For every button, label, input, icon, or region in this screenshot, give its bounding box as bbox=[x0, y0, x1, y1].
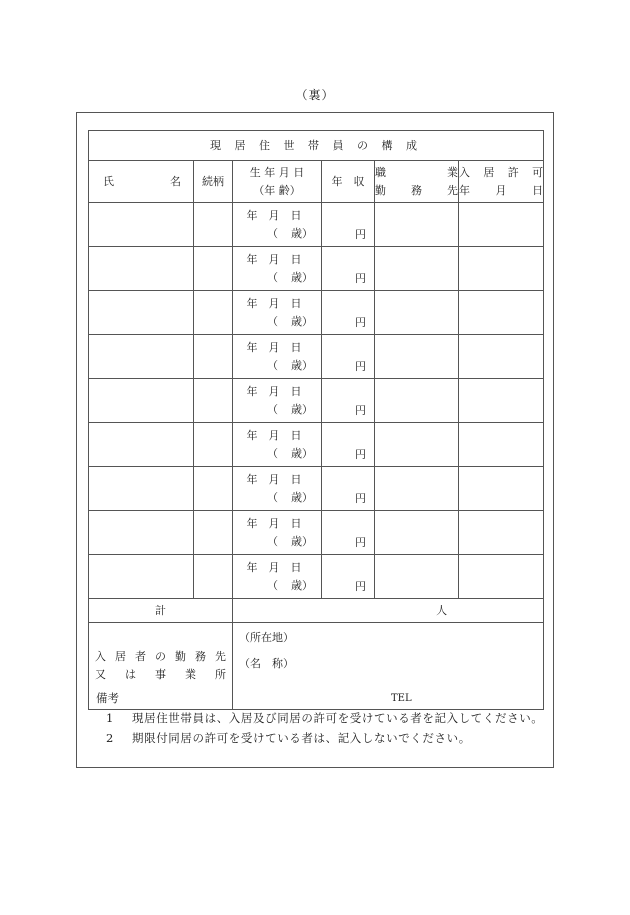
row-income-unit: 円 bbox=[355, 360, 366, 374]
row-income-cell[interactable] bbox=[322, 511, 375, 555]
row-dob-date: 年 月 日 bbox=[246, 252, 302, 266]
row-dob-cell[interactable] bbox=[233, 555, 322, 599]
row-permit-cell[interactable] bbox=[459, 379, 544, 423]
row-permit-cell[interactable] bbox=[459, 511, 544, 555]
header-permit-2c: 日 bbox=[532, 183, 544, 197]
row-dob-date: 年 月 日 bbox=[246, 516, 302, 530]
row-age-close: 歳） bbox=[291, 578, 313, 592]
header-job-1b: 業 bbox=[447, 165, 458, 179]
workplace-label-char: 先 bbox=[215, 650, 226, 664]
header-permit bbox=[459, 161, 544, 203]
row-income-unit: 円 bbox=[355, 404, 366, 418]
row-permit-cell[interactable] bbox=[459, 247, 544, 291]
table-row bbox=[89, 379, 544, 423]
row-age-open: （ bbox=[267, 314, 278, 328]
header-income: 年 収 bbox=[322, 161, 375, 203]
header-dob bbox=[233, 161, 322, 203]
header-name bbox=[89, 161, 194, 203]
row-permit-cell[interactable] bbox=[459, 423, 544, 467]
row-relation-cell[interactable] bbox=[194, 467, 233, 511]
row-income-unit: 円 bbox=[355, 492, 366, 506]
table-row bbox=[89, 247, 544, 291]
header-permit-2a: 年 bbox=[459, 183, 470, 197]
row-dob-date: 年 月 日 bbox=[246, 428, 302, 442]
row-job-cell[interactable] bbox=[375, 247, 459, 291]
workplace-label-char: の bbox=[155, 650, 166, 664]
row-income-unit: 円 bbox=[355, 272, 366, 286]
row-income-unit: 円 bbox=[355, 536, 366, 550]
row-dob-cell[interactable] bbox=[233, 423, 322, 467]
row-income-cell[interactable] bbox=[322, 203, 375, 247]
row-job-cell[interactable] bbox=[375, 335, 459, 379]
total-value-cell[interactable] bbox=[233, 599, 544, 623]
row-relation-cell[interactable] bbox=[194, 291, 233, 335]
workplace-label-char: は bbox=[125, 668, 136, 681]
workplace-address-label: （所在地） bbox=[239, 631, 294, 644]
row-name-cell[interactable] bbox=[89, 423, 194, 467]
row-dob-cell[interactable] bbox=[233, 291, 322, 335]
note-item bbox=[96, 728, 548, 748]
row-dob-date: 年 月 日 bbox=[246, 472, 302, 486]
row-income-cell[interactable] bbox=[322, 247, 375, 291]
row-dob-date: 年 月 日 bbox=[246, 296, 302, 310]
table-row bbox=[89, 555, 544, 599]
header-job-2b: 務 bbox=[411, 183, 422, 197]
row-relation-cell[interactable] bbox=[194, 335, 233, 379]
total-label: 計 bbox=[89, 599, 233, 623]
row-name-cell[interactable] bbox=[89, 467, 194, 511]
row-income-unit: 円 bbox=[355, 228, 366, 242]
row-age-open: （ bbox=[267, 578, 278, 592]
row-age-open: （ bbox=[267, 270, 278, 284]
row-income-cell[interactable] bbox=[322, 467, 375, 511]
row-permit-cell[interactable] bbox=[459, 555, 544, 599]
row-income-unit: 円 bbox=[355, 316, 366, 330]
row-age-close: 歳） bbox=[291, 534, 313, 548]
row-relation-cell[interactable] bbox=[194, 203, 233, 247]
row-job-cell[interactable] bbox=[375, 291, 459, 335]
header-permit-1a: 入 bbox=[459, 165, 470, 179]
row-income-cell[interactable] bbox=[322, 291, 375, 335]
total-row bbox=[89, 599, 544, 623]
header-permit-1d: 可 bbox=[532, 165, 544, 179]
row-age-open: （ bbox=[267, 490, 278, 504]
workplace-label-char: 勤 bbox=[175, 650, 186, 664]
row-dob-date: 年 月 日 bbox=[246, 560, 302, 574]
row-dob-cell[interactable] bbox=[233, 247, 322, 291]
row-job-cell[interactable] bbox=[375, 423, 459, 467]
row-dob-cell[interactable] bbox=[233, 467, 322, 511]
row-age-open: （ bbox=[267, 358, 278, 372]
note-text: 現居住世帯員は、入居及び同居の許可を受けている者を記入してください。 bbox=[132, 711, 544, 726]
row-dob-cell[interactable] bbox=[233, 379, 322, 423]
workplace-label-char: 務 bbox=[195, 650, 206, 664]
row-name-cell[interactable] bbox=[89, 511, 194, 555]
table-row bbox=[89, 467, 544, 511]
row-age-open: （ bbox=[267, 402, 278, 416]
header-job-2c: 先 bbox=[447, 183, 458, 197]
row-relation-cell[interactable] bbox=[194, 511, 233, 555]
notes bbox=[96, 688, 548, 748]
table-row bbox=[89, 423, 544, 467]
household-table bbox=[88, 130, 544, 710]
workplace-tel-label: TEL bbox=[391, 693, 412, 704]
header-job-2a: 勤 bbox=[375, 183, 386, 197]
header-relation: 続柄 bbox=[194, 161, 233, 203]
table-title-row bbox=[89, 131, 544, 161]
header-name-part2: 名 bbox=[170, 174, 181, 188]
note-number: 1 bbox=[106, 711, 114, 726]
row-relation-cell[interactable] bbox=[194, 247, 233, 291]
row-job-cell[interactable] bbox=[375, 379, 459, 423]
workplace-label-char: 事 bbox=[155, 668, 166, 681]
row-age-close: 歳） bbox=[291, 270, 313, 284]
row-dob-cell[interactable] bbox=[233, 335, 322, 379]
workplace-label-char: 業 bbox=[185, 668, 196, 681]
notes-heading: 備考 bbox=[96, 691, 119, 705]
row-age-open: （ bbox=[267, 226, 278, 240]
row-relation-cell[interactable] bbox=[194, 379, 233, 423]
header-name-part1: 氏 bbox=[103, 174, 114, 188]
row-relation-cell[interactable] bbox=[194, 555, 233, 599]
row-name-cell[interactable] bbox=[89, 291, 194, 335]
row-permit-cell[interactable] bbox=[459, 203, 544, 247]
row-dob-date: 年 月 日 bbox=[246, 208, 302, 222]
workplace-label-char: 者 bbox=[135, 650, 146, 664]
header-permit-1b: 居 bbox=[483, 165, 495, 179]
row-age-close: 歳） bbox=[291, 314, 313, 328]
row-name-cell[interactable] bbox=[89, 203, 194, 247]
row-age-close: 歳） bbox=[291, 226, 313, 240]
row-name-cell[interactable] bbox=[89, 379, 194, 423]
note-number: 2 bbox=[106, 731, 114, 746]
row-dob-date: 年 月 日 bbox=[246, 340, 302, 354]
workplace-label-char: 所 bbox=[215, 668, 226, 681]
table-row bbox=[89, 291, 544, 335]
row-income-cell[interactable] bbox=[322, 379, 375, 423]
workplace-label-char: 入 bbox=[95, 650, 106, 664]
row-job-cell[interactable] bbox=[375, 467, 459, 511]
workplace-name-label: （名 称） bbox=[239, 657, 294, 670]
note-item bbox=[96, 708, 548, 728]
header-permit-1c: 許 bbox=[507, 165, 519, 179]
header-job-1a: 職 bbox=[375, 165, 386, 179]
row-dob-cell[interactable] bbox=[233, 203, 322, 247]
table-row bbox=[89, 335, 544, 379]
row-age-close: 歳） bbox=[291, 446, 313, 460]
row-name-cell[interactable] bbox=[89, 335, 194, 379]
row-age-open: （ bbox=[267, 446, 278, 460]
row-dob-cell[interactable] bbox=[233, 511, 322, 555]
header-dob-line1: 生 年 月 日 bbox=[249, 165, 305, 179]
row-relation-cell[interactable] bbox=[194, 423, 233, 467]
row-income-unit: 円 bbox=[355, 448, 366, 462]
page-label: （裏） bbox=[295, 88, 335, 102]
row-income-cell[interactable] bbox=[322, 335, 375, 379]
row-age-open: （ bbox=[267, 534, 278, 548]
header-job bbox=[375, 161, 459, 203]
row-name-cell[interactable] bbox=[89, 555, 194, 599]
row-permit-cell[interactable] bbox=[459, 291, 544, 335]
row-age-close: 歳） bbox=[291, 402, 313, 416]
row-age-close: 歳） bbox=[291, 358, 313, 372]
table-row bbox=[89, 511, 544, 555]
header-permit-2b: 月 bbox=[495, 183, 507, 197]
row-age-close: 歳） bbox=[291, 490, 313, 504]
header-dob-line2: （年 齢） bbox=[253, 183, 301, 197]
table-title: 現 居 住 世 帯 員 の 構 成 bbox=[89, 131, 544, 161]
workplace-label-char: 又 bbox=[95, 668, 106, 681]
note-text: 期限付同居の許可を受けている者は、記入しないでください。 bbox=[132, 731, 471, 746]
workplace-label-char: 居 bbox=[115, 650, 126, 664]
row-name-cell[interactable] bbox=[89, 247, 194, 291]
row-permit-cell[interactable] bbox=[459, 467, 544, 511]
header-row bbox=[89, 161, 544, 203]
total-unit: 人 bbox=[436, 603, 448, 617]
row-income-unit: 円 bbox=[355, 580, 366, 594]
table-row bbox=[89, 203, 544, 247]
row-income-cell[interactable] bbox=[322, 555, 375, 599]
row-permit-cell[interactable] bbox=[459, 335, 544, 379]
row-job-cell[interactable] bbox=[375, 203, 459, 247]
row-job-cell[interactable] bbox=[375, 511, 459, 555]
row-dob-date: 年 月 日 bbox=[246, 384, 302, 398]
row-job-cell[interactable] bbox=[375, 555, 459, 599]
row-income-cell[interactable] bbox=[322, 423, 375, 467]
